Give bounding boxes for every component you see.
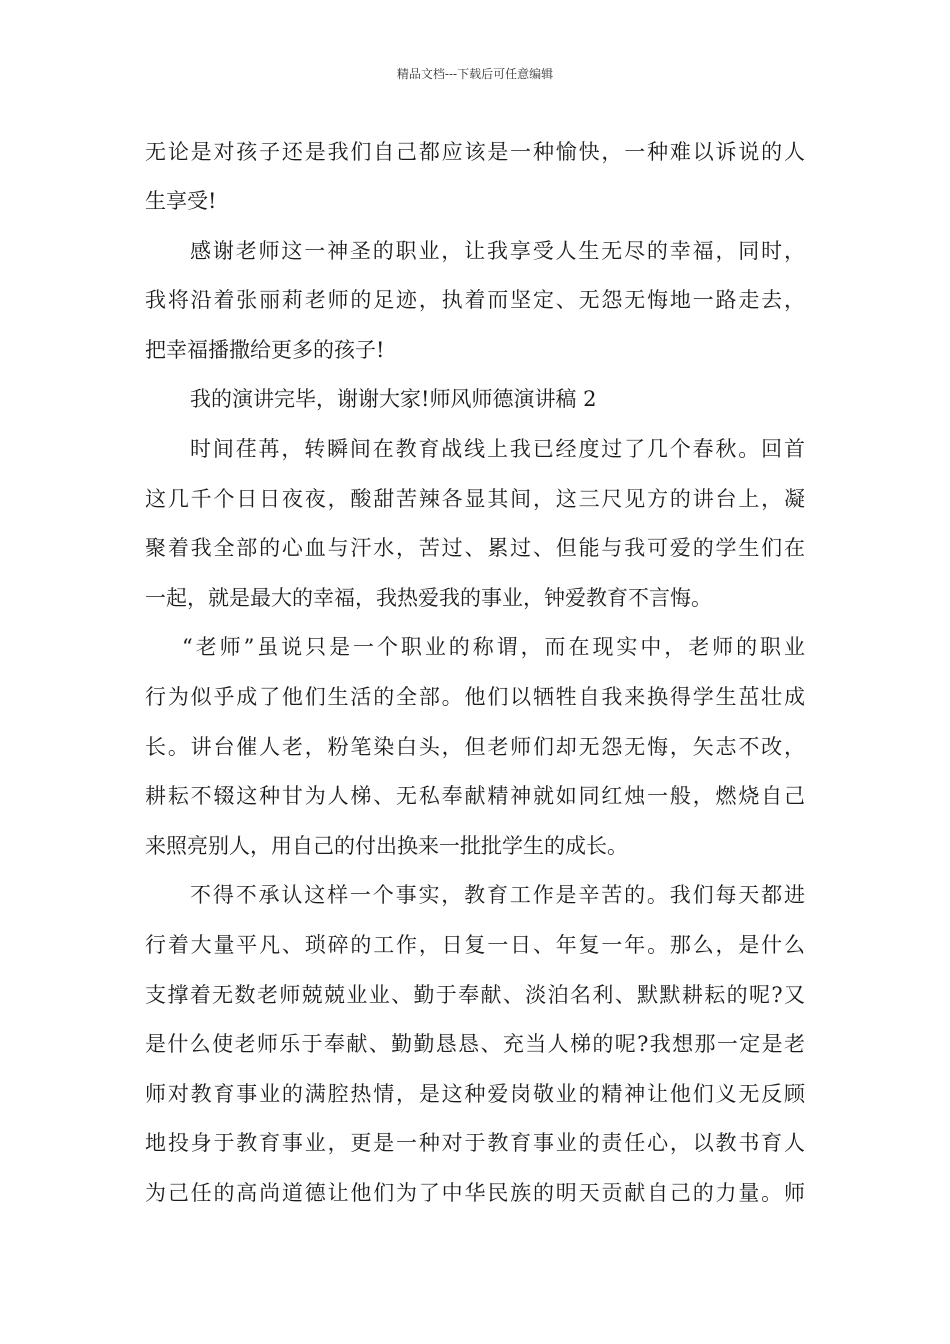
text-line: 我将沿着张丽莉老师的足迹，执着而坚定、无怨无悔地一路走去， bbox=[145, 288, 805, 312]
text-line: 无论是对孩子还是我们自己都应该是一种愉快，一种难以诉说的人 bbox=[145, 140, 805, 164]
text-line: 不得不承认这样一个事实，教育工作是辛苦的。我们每天都进 bbox=[190, 883, 805, 907]
text-line: 时间荏苒，转瞬间在教育战线上我已经度过了几个春秋。回首 bbox=[190, 437, 805, 461]
text-line: 生享受! bbox=[145, 189, 217, 213]
page-header: 精品文档---下载后可任意编辑 bbox=[396, 67, 554, 81]
text-line: 聚着我全部的心血与汗水，苦过、累过、但能与我可爱的学生们在 bbox=[145, 536, 805, 560]
text-line: 是什么使老师乐于奉献、勤勤恳恳、充当人梯的呢?我想那一定是老 bbox=[145, 1032, 805, 1056]
text-line: 支撑着无数老师兢兢业业、勤于奉献、淡泊名利、默默耕耘的呢?又 bbox=[145, 983, 805, 1007]
text-line: 我的演讲完毕，谢谢大家!师风师德演讲稿 2 bbox=[190, 387, 597, 411]
text-line: 来照亮别人，用自己的付出换来一批批学生的成长。 bbox=[145, 834, 628, 858]
text-line: 这几千个日日夜夜，酸甜苦辣各显其间，这三尺见方的讲台上，凝 bbox=[145, 487, 805, 511]
text-line: 为己任的高尚道德让他们为了中华民族的明天贡献自己的力量。师 bbox=[145, 1181, 805, 1205]
text-line: 耕耘不辍这种甘为人梯、无私奉献精神就如同红烛一般，燃烧自己 bbox=[145, 784, 805, 808]
text-line: 长。讲台催人老，粉笔染白头，但老师们却无怨无悔，矢志不改， bbox=[145, 735, 805, 759]
text-line: 把幸福播撒给更多的孩子! bbox=[145, 338, 385, 362]
text-line: 地投身于教育事业，更是一种对于教育事业的责任心，以教书育人 bbox=[145, 1131, 805, 1155]
text-line: 行着大量平凡、琐碎的工作，日复一日、年复一年。那么，是什么 bbox=[145, 933, 805, 957]
text-line: 感谢老师这一神圣的职业，让我享受人生无尽的幸福，同时， bbox=[190, 239, 805, 263]
text-line: 师对教育事业的满腔热情，是这种爱岗敬业的精神让他们义无反顾 bbox=[145, 1082, 805, 1106]
text-line: “老师”虽说只是一个职业的称谓，而在现实中，老师的职业 bbox=[182, 635, 805, 659]
text-line: 行为似乎成了他们生活的全部。他们以牺牲自我来换得学生茁壮成 bbox=[145, 685, 805, 709]
text-line: 一起，就是最大的幸福，我热爱我的事业，钟爱教育不言悔。 bbox=[145, 586, 712, 610]
